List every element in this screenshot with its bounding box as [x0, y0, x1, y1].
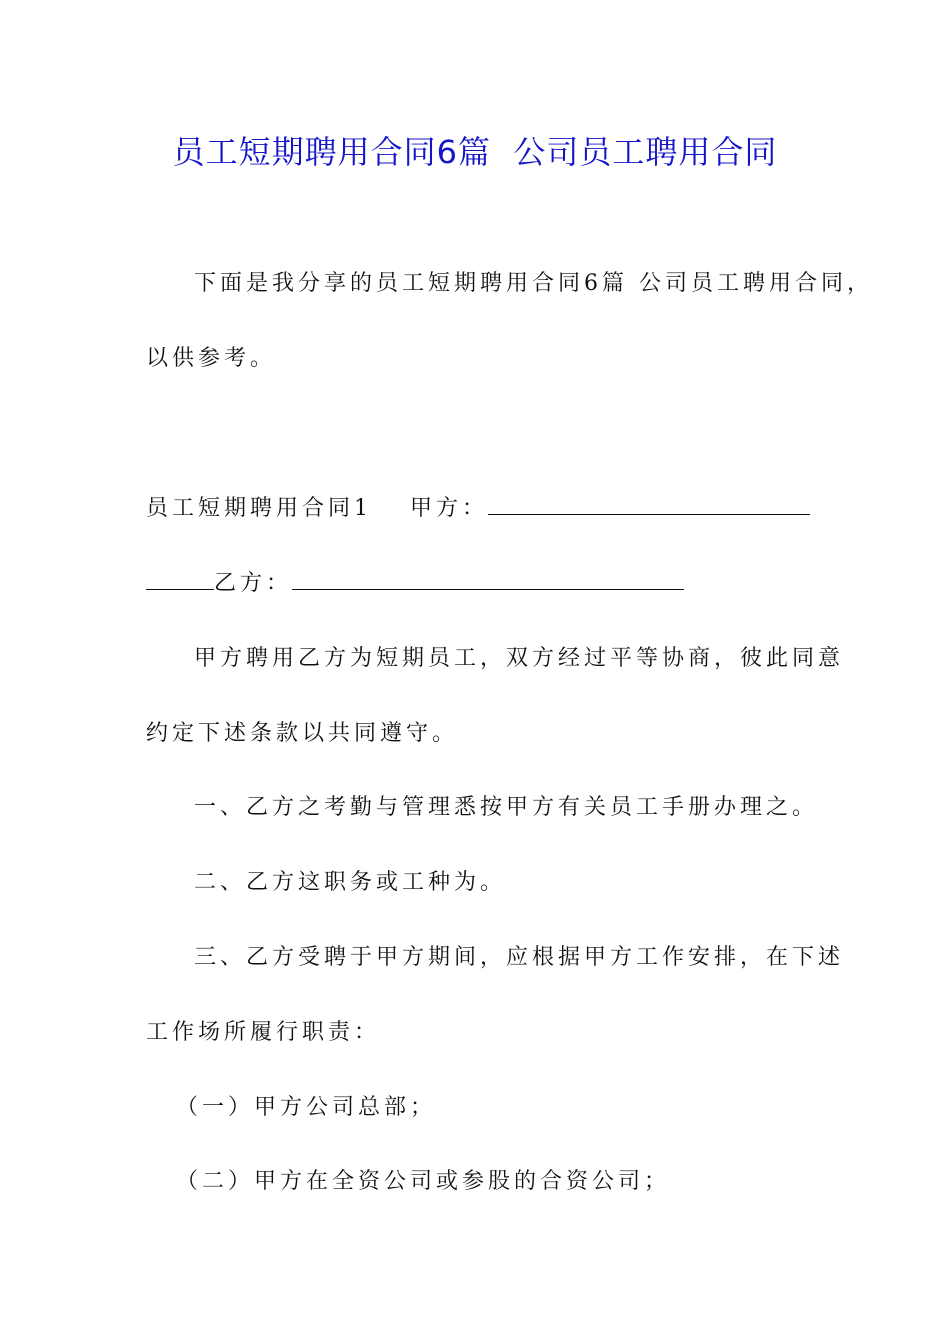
contract-heading: 员工短期聘用合同1 — [146, 496, 372, 521]
party-a-blank — [488, 494, 810, 515]
clause-3-line-1: 三、乙方受聘于甲方期间，应根据甲方工作安排，在下述 — [194, 945, 845, 970]
intro-line-2: 以供参考。 — [146, 346, 277, 371]
paragraph-1-line-1: 甲方聘用乙方为短期员工，双方经过平等协商，彼此同意 — [194, 646, 845, 671]
document-title: 员工短期聘用合同6篇 公司员工聘用合同 — [172, 133, 778, 171]
paragraph-1-line-2: 约定下述条款以共同遵守。 — [146, 721, 459, 746]
clause-3-line-2: 工作场所履行职责： — [146, 1020, 381, 1045]
clause-2: 二、乙方这职务或工种为。 — [194, 870, 507, 895]
party-b-leading-blank — [146, 569, 214, 590]
list-item-1: （一）甲方公司总部； — [176, 1095, 437, 1120]
clause-1: 一、乙方之考勤与管理悉按甲方有关员工手册办理之。 — [194, 795, 819, 820]
party-a-label: 甲方： — [410, 496, 489, 521]
party-b-blank — [292, 569, 684, 590]
party-b-line — [146, 568, 684, 600]
intro-line-1: 下面是我分享的员工短期聘用合同6篇 公司员工聘用合同， — [194, 271, 873, 296]
list-item-2: （二）甲方在全资公司或参股的合资公司； — [176, 1169, 671, 1194]
party-b-label: 乙方： — [214, 571, 293, 596]
contract-header-line — [146, 493, 810, 525]
